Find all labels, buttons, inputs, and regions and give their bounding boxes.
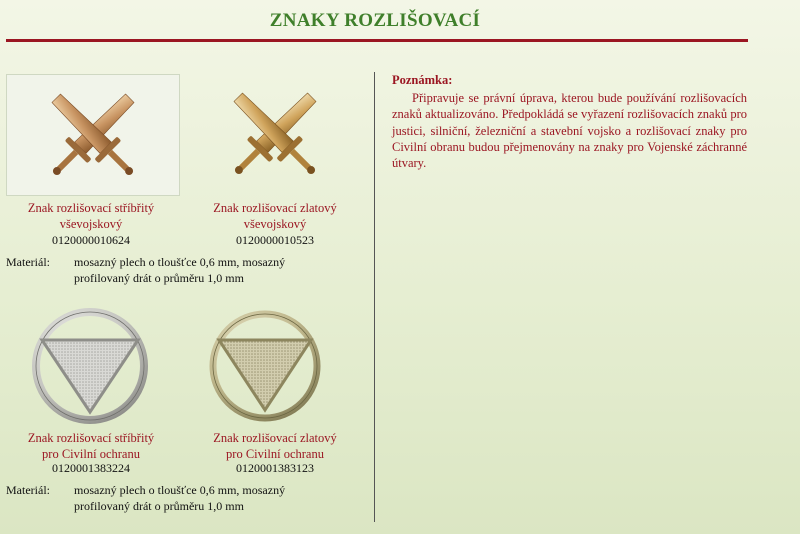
civil-defense-triangle-icon xyxy=(10,306,170,426)
item-code-3: 0120001383224 xyxy=(52,461,130,475)
material-label: Materiál: xyxy=(6,483,50,497)
note-text: Připravuje se právní úprava, kterou bude používání rozlišovacích znaků aktualizováno. Předpokládá se vyřazení rozlišovacích znaků pro justici, silniční, železniční a stavební vojsko a rozlišovací znaky pro Civilní obranu budou přejmenovány na znaky pro Vojenské záchranné útvary. xyxy=(392,91,747,171)
badge-image-civil-silver xyxy=(10,306,170,426)
item-caption-4 xyxy=(190,430,360,462)
material-line: profilovaný drát o průměru 1,0 mm xyxy=(74,271,244,285)
item-code-4: 0120001383123 xyxy=(236,461,314,475)
material-value xyxy=(74,482,324,514)
material-block-2 xyxy=(6,482,336,516)
material-label: Materiál: xyxy=(6,255,50,269)
material-line: mosazný plech o tloušťce 0,6 mm, mosazný xyxy=(74,483,286,497)
caption-line: Znak rozlišovací zlatový xyxy=(213,201,337,215)
badge-image-civil-gold xyxy=(185,308,345,428)
title-divider xyxy=(6,39,748,42)
item-caption-1 xyxy=(0,200,182,232)
material-value xyxy=(74,254,324,286)
crossed-swords-icon xyxy=(7,75,179,195)
item-code-2: 0120000010523 xyxy=(236,233,314,247)
badge-image-swords-silver xyxy=(6,74,180,196)
caption-line: Znak rozlišovací stříbřitý xyxy=(27,431,155,445)
crossed-swords-icon xyxy=(200,74,350,194)
caption-line: Znak rozlišovací stříbřitý xyxy=(27,201,155,215)
column-divider xyxy=(374,72,375,522)
caption-line: Znak rozlišovací zlatový xyxy=(213,431,337,445)
item-caption-3 xyxy=(0,430,182,462)
material-line: profilovaný drát o průměru 1,0 mm xyxy=(74,499,244,513)
material-block-1 xyxy=(6,254,336,288)
item-code-1: 0120000010624 xyxy=(52,233,130,247)
civil-defense-triangle-icon xyxy=(185,308,345,428)
note-title: Poznámka: xyxy=(392,73,453,87)
badge-image-swords-gold xyxy=(200,74,350,194)
caption-line: pro Civilní ochranu xyxy=(226,447,324,461)
material-line: mosazný plech o tloušťce 0,6 mm, mosazný xyxy=(74,255,286,269)
caption-line: vševojskový xyxy=(59,217,123,231)
caption-line: vševojskový xyxy=(243,217,307,231)
item-caption-2 xyxy=(190,200,360,232)
caption-line: pro Civilní ochranu xyxy=(42,447,140,461)
page-title: ZNAKY ROZLIŠOVACÍ xyxy=(269,10,481,31)
